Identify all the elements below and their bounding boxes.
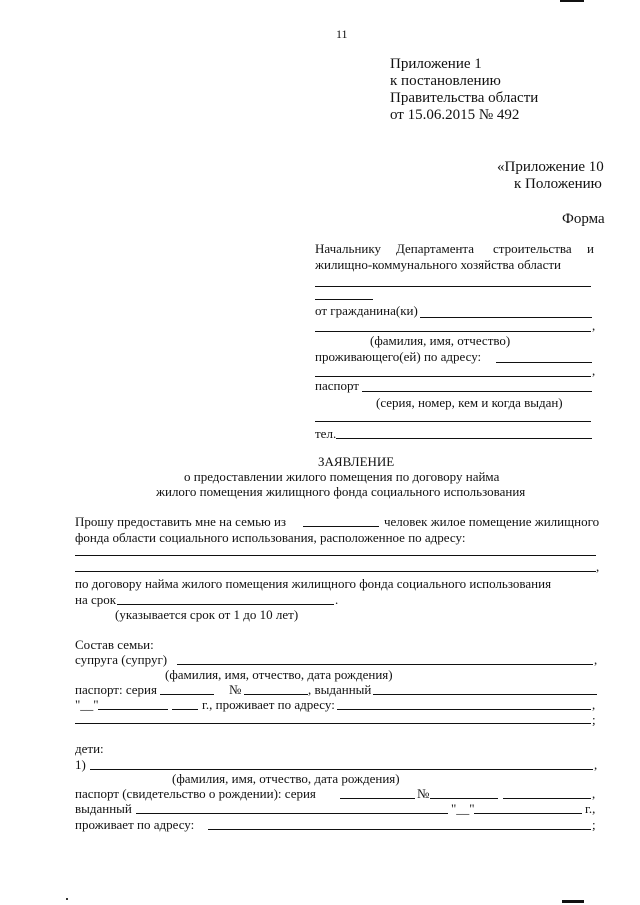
family-heading: Состав семьи:: [75, 637, 154, 652]
child-hint: (фамилия, имя, отчество, дата рождения): [172, 771, 400, 786]
from-comma: ,: [592, 318, 596, 333]
passport-hint: (серия, номер, кем и когда выдан): [376, 395, 563, 410]
child-date-quotes: "__": [451, 801, 475, 816]
blank-spouse-address-2[interactable]: [75, 723, 591, 724]
child-semicolon: ;: [592, 817, 596, 832]
spouse-issued: , выданный: [308, 682, 372, 697]
page-number: 11: [336, 27, 348, 41]
annex10-line-1: «Приложение 10: [497, 159, 604, 175]
residing-label: проживающего(ей) по адресу:: [315, 349, 482, 364]
address-comma: ,: [596, 559, 600, 574]
spouse-comma: ,: [594, 652, 598, 667]
child-birth-cert: паспорт (свидетельство о рождении): серия: [75, 786, 316, 801]
scan-dot: [66, 898, 68, 900]
spouse-year-suffix: г., проживает по адресу:: [202, 697, 335, 712]
phone-label: тел.: [315, 426, 337, 441]
annex-line-3: Правительства области: [390, 90, 539, 106]
addressee-word-3: строительства: [493, 241, 572, 256]
annex-line-4: от 15.06.2015 № 492: [390, 107, 520, 123]
blank-child-month[interactable]: [474, 813, 582, 814]
child-comma: ,: [594, 757, 598, 772]
spouse-date-quotes: "__": [75, 697, 99, 712]
spouse-semicolon: ;: [592, 712, 596, 727]
blank-residing-2[interactable]: [315, 376, 591, 377]
addressee-word-1: Начальнику: [315, 241, 382, 256]
blank-from-name-2[interactable]: [315, 331, 591, 332]
term-label: на срок: [75, 592, 117, 607]
request-line-2: фонда области социального использования, расположенное по адресу:: [75, 530, 466, 545]
blank-spouse-month[interactable]: [98, 709, 168, 710]
blank-child-1[interactable]: [90, 769, 593, 770]
blank-child-number-2[interactable]: [503, 798, 591, 799]
blank-term[interactable]: [117, 604, 334, 605]
blank-child-series[interactable]: [340, 798, 415, 799]
child-number-comma: ,: [592, 786, 596, 801]
document-subtitle-1: о предоставлении жилого помещения по договору найма: [184, 469, 500, 484]
term-period: .: [335, 592, 339, 607]
annex-line-1: Приложение 1: [390, 56, 482, 72]
blank-residing[interactable]: [496, 362, 592, 363]
contract-line: по договору найма жилого помещения жилищного фонда социального использования: [75, 576, 552, 591]
child-year-suffix: г.,: [585, 801, 596, 816]
blank-address-2[interactable]: [75, 571, 596, 572]
blank-family-size[interactable]: [303, 526, 379, 527]
spouse-label: супруга (супруг): [75, 652, 168, 667]
blank-addressee-1[interactable]: [315, 286, 591, 287]
spouse-passport-series: паспорт: серия: [75, 682, 157, 697]
child-address-label: проживает по адресу:: [75, 817, 195, 832]
blank-passport[interactable]: [362, 391, 592, 392]
request-line-1b: человек жилое помещение жилищного: [384, 514, 600, 529]
spouse-address-comma: ,: [592, 697, 596, 712]
blank-from-name[interactable]: [420, 317, 592, 318]
scan-mark-top: [560, 0, 584, 2]
blank-spouse[interactable]: [177, 664, 593, 665]
residing-comma: ,: [592, 363, 596, 378]
scan-mark-bottom: [562, 900, 584, 903]
blank-child-number[interactable]: [430, 798, 498, 799]
fio-hint: (фамилия, имя, отчество): [370, 333, 511, 348]
blank-address-1[interactable]: [75, 555, 596, 556]
addressee-word-2: Департамента: [396, 241, 475, 256]
form-label: Форма: [562, 211, 605, 227]
blank-child-address[interactable]: [208, 829, 591, 830]
blank-addressee-2[interactable]: [315, 299, 373, 300]
blank-spouse-issued[interactable]: [373, 694, 597, 695]
child-number-sign: №: [417, 786, 430, 801]
blank-child-issued[interactable]: [136, 813, 448, 814]
annex-line-2: к постановлению: [390, 73, 501, 89]
blank-passport-2[interactable]: [315, 421, 591, 422]
blank-phone[interactable]: [336, 438, 592, 439]
addressee-word-4: и: [587, 241, 594, 256]
passport-label: паспорт: [315, 378, 359, 393]
annex10-line-2: к Положению: [514, 176, 602, 192]
spouse-number-sign: №: [229, 682, 242, 697]
child-item-1: 1): [75, 757, 86, 772]
document-title: ЗАЯВЛЕНИЕ: [318, 454, 395, 469]
from-label: от гражданина(ки): [315, 303, 418, 318]
request-line-1a: Прошу предоставить мне на семью из: [75, 514, 287, 529]
document-subtitle-2: жилого помещения жилищного фонда социального использования: [156, 484, 526, 499]
children-heading: дети:: [75, 741, 104, 756]
blank-spouse-number[interactable]: [244, 694, 308, 695]
spouse-hint: (фамилия, имя, отчество, дата рождения): [165, 667, 393, 682]
addressee-line-2: жилищно-коммунального хозяйства области: [315, 257, 561, 272]
blank-spouse-series[interactable]: [160, 694, 214, 695]
blank-spouse-year[interactable]: [172, 709, 198, 710]
blank-spouse-address[interactable]: [337, 709, 591, 710]
term-hint: (указывается срок от 1 до 10 лет): [115, 607, 299, 622]
child-issued-label: выданный: [75, 801, 132, 816]
